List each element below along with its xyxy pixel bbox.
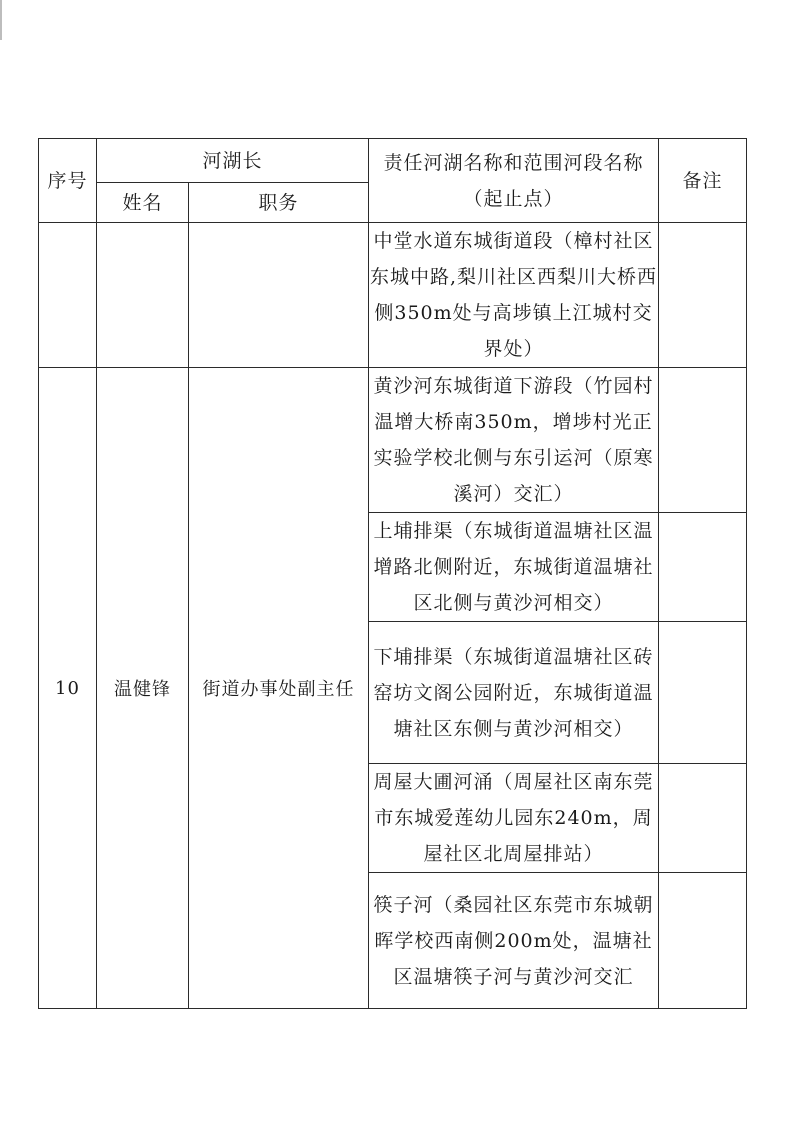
header-range bbox=[369, 139, 659, 223]
river-remarks-1 bbox=[659, 368, 747, 513]
continued-seq-cell bbox=[39, 223, 97, 368]
group-chief-name: 温健锋 bbox=[97, 368, 189, 1009]
river-remarks-3 bbox=[659, 622, 747, 764]
header-remarks: 备注 bbox=[659, 139, 747, 223]
river-range-text: 上埔排渠（东城街道温塘社区温增路北侧附近，东城街道温塘社区北侧与黄沙河相交） bbox=[373, 520, 654, 614]
river-range-text: 筷子河（桑园社区东莞市东城朝晖学校西南侧200m处，温塘社区温塘筷子河与黄沙河交汇 bbox=[373, 893, 654, 988]
river-range-2 bbox=[369, 513, 659, 622]
continued-remarks bbox=[659, 223, 747, 368]
header-position: 职务 bbox=[189, 183, 369, 223]
page-edge-mark bbox=[0, 0, 2, 40]
river-range-text: 周屋大圃河涌（周屋社区南东莞市东城爱莲幼儿园东240m，周屋社区北周屋排站） bbox=[373, 771, 654, 865]
river-remarks-5 bbox=[659, 873, 747, 1009]
river-range-4 bbox=[369, 764, 659, 873]
river-range-5 bbox=[369, 873, 659, 1009]
group-seq: 10 bbox=[39, 368, 97, 1009]
header-row-top bbox=[39, 139, 747, 183]
river-remarks-4 bbox=[659, 764, 747, 873]
continued-range-cell bbox=[369, 223, 659, 368]
header-seq: 序号 bbox=[39, 139, 97, 223]
river-range-3 bbox=[369, 622, 659, 764]
continued-position-cell bbox=[189, 223, 369, 368]
header-name: 姓名 bbox=[97, 183, 189, 223]
river-chief-table bbox=[38, 138, 747, 1009]
table-row-river-1 bbox=[39, 368, 747, 513]
header-chief-group: 河湖长 bbox=[97, 139, 369, 183]
river-remarks-2 bbox=[659, 513, 747, 622]
river-range-text: 下埔排渠（东城街道温塘社区砖窑坊文阁公园附近，东城街道温塘社区东侧与黄沙河相交） bbox=[373, 645, 654, 740]
river-range-text: 黄沙河东城街道下游段（竹园村温增大桥南350m，增埗村光正实验学校北侧与东引运河（原寒溪河）交汇） bbox=[373, 375, 654, 505]
continued-name-cell bbox=[97, 223, 189, 368]
table-row-continued bbox=[39, 223, 747, 368]
continued-range: 中堂水道东城街道段（樟村社区东城中路,梨川社区西梨川大桥西侧350m处与高埗镇上江城村交界处） bbox=[369, 230, 658, 360]
group-chief-position: 街道办事处副主任 bbox=[189, 368, 369, 1009]
river-range-1 bbox=[369, 368, 659, 513]
header-range-label: 责任河湖名称和范围河段名称（起止点） bbox=[383, 151, 644, 210]
